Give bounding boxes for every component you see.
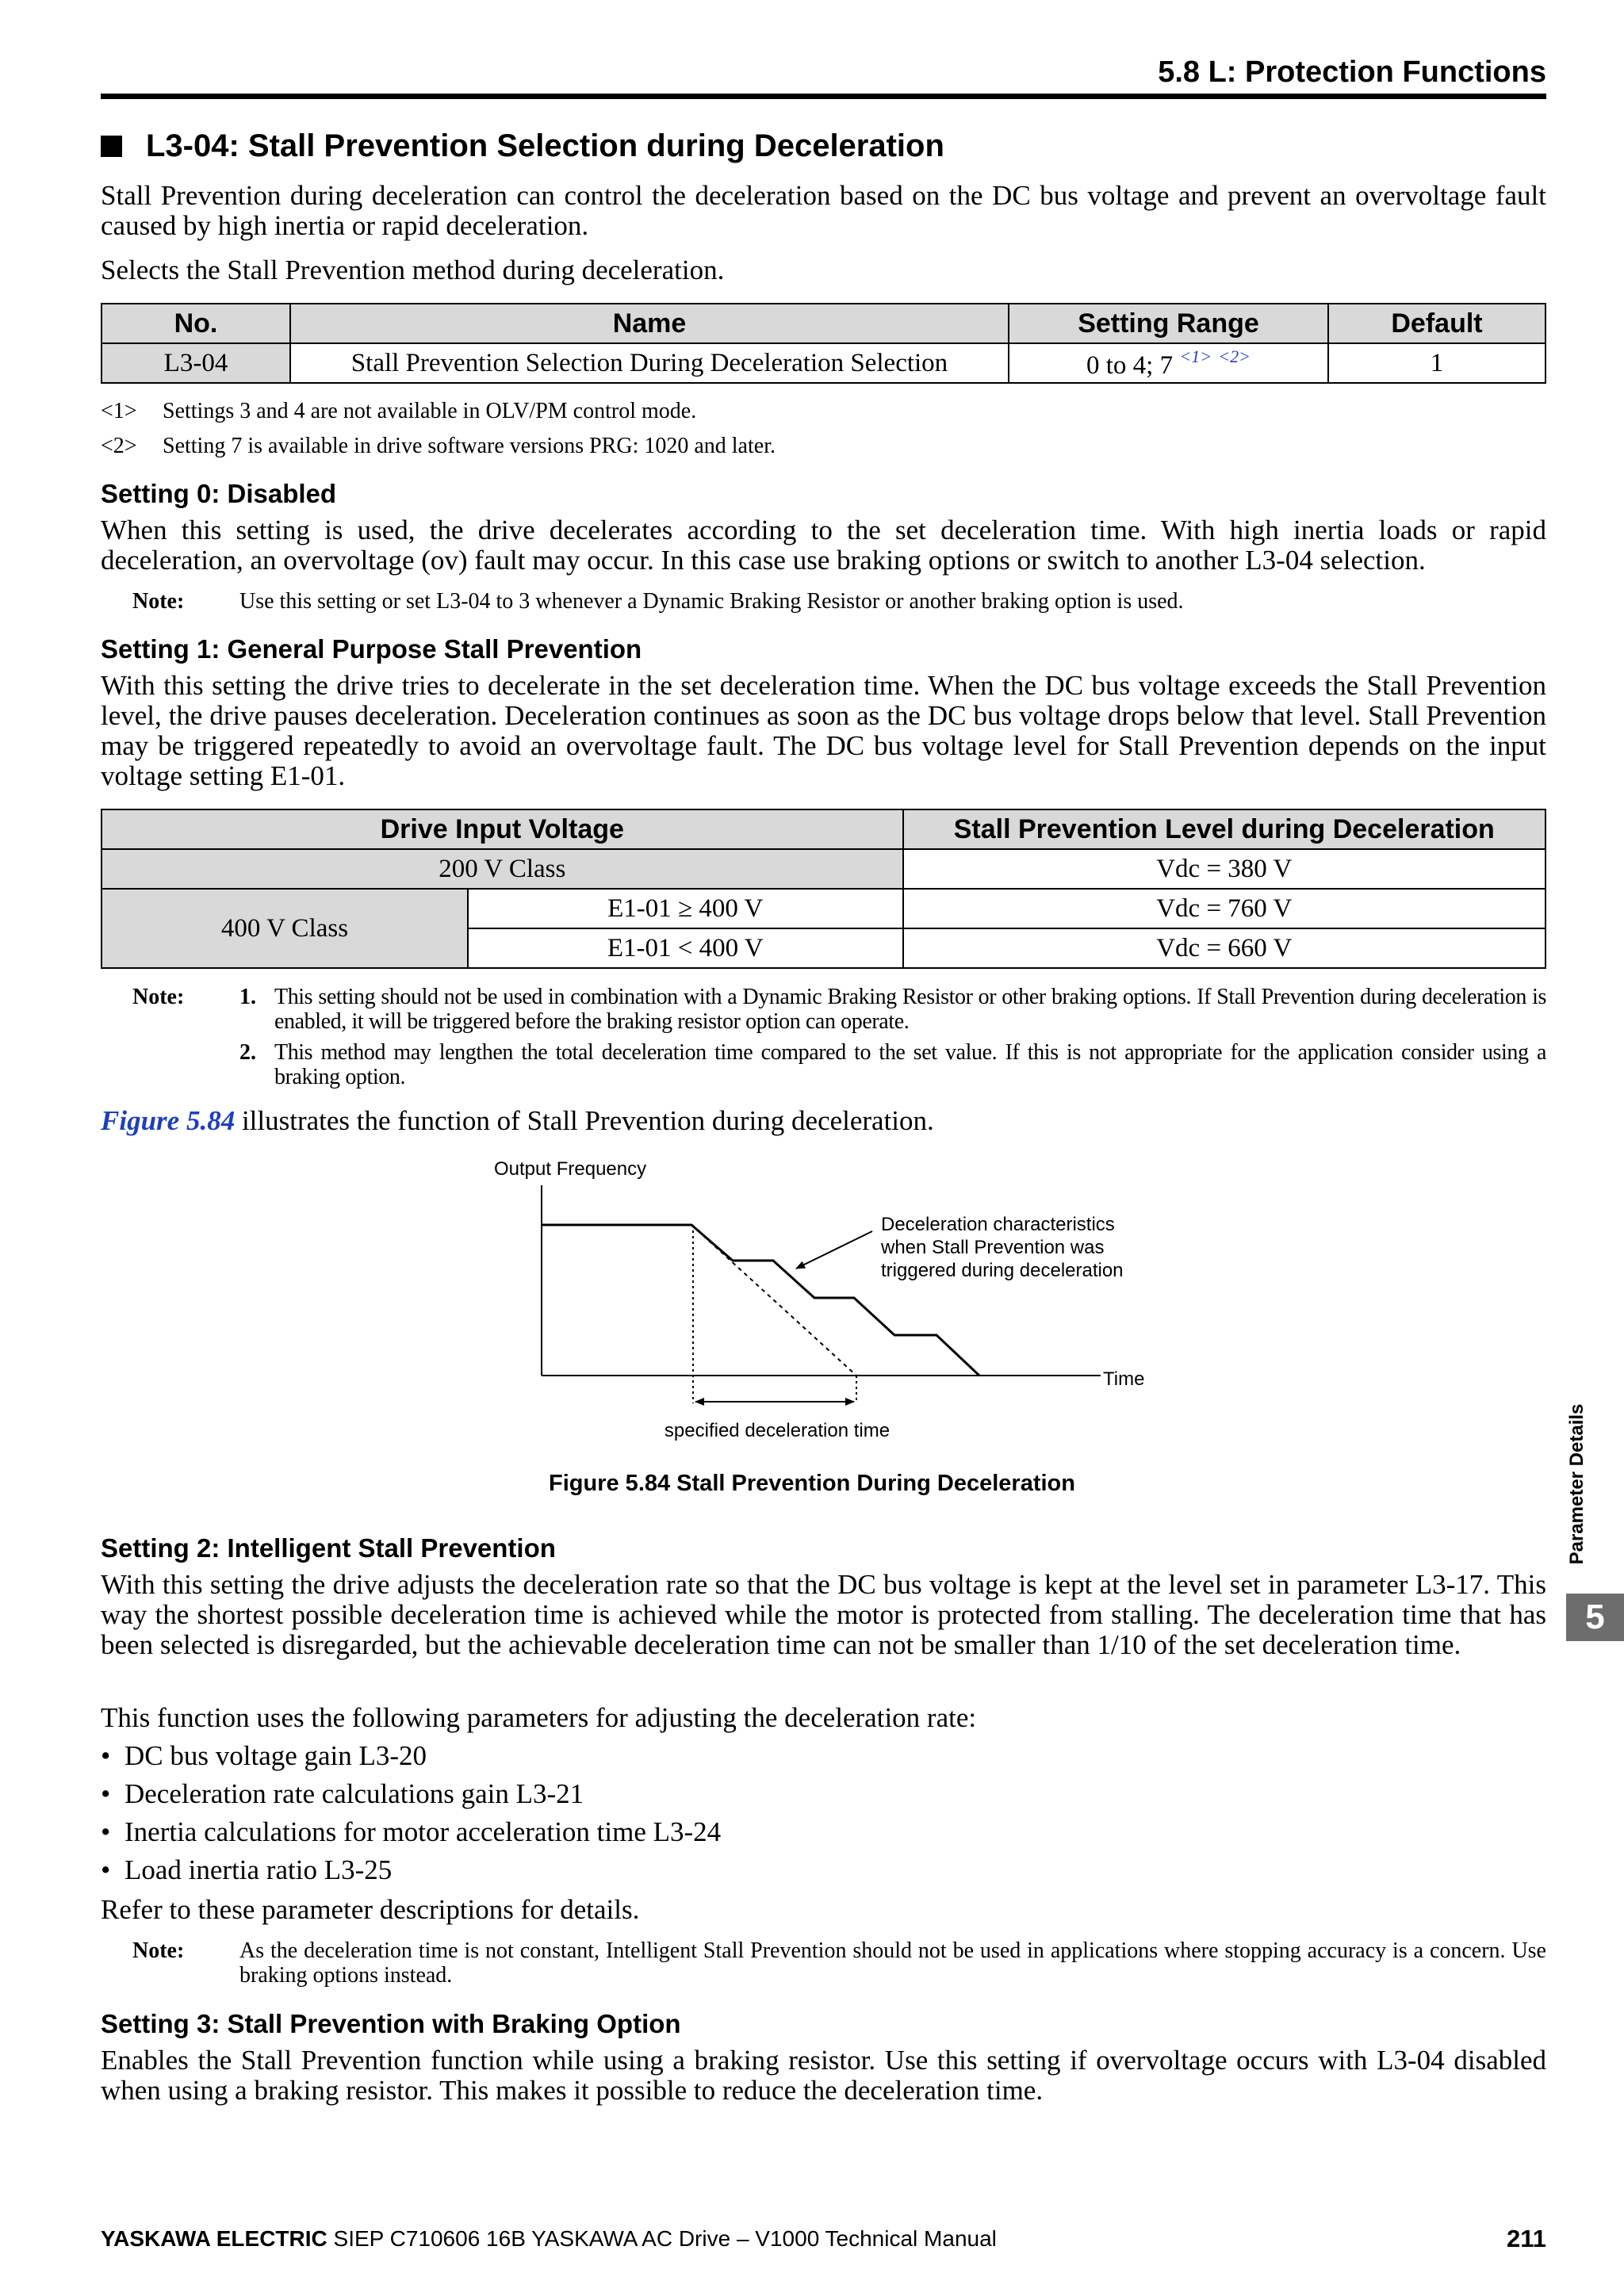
setting-2-text: With this setting the drive adjusts the deceleration rate so that the DC bus voltage is kept at the level set in parameter L3-17. This way the shortest possible deceleration time is achieved while the motor is protected from stalling. The deceleration time that has been selected is disregarded, but the achievable deceleration time can not be smaller than 1/10 of the set deceleration time.: [101, 1569, 1546, 1660]
note-label: Note:: [132, 985, 185, 1009]
footnote-mark: <2>: [101, 434, 137, 458]
note-text: As the deceleration time is not constant, Intelligent Stall Prevention should not be used in applications where stopping accuracy is a concern. Use braking options instead.: [239, 1938, 1546, 1988]
range-value: 0 to 4; 7: [1086, 350, 1174, 380]
note-item-text: This method may lengthen the total deceleration time compared to the set value. If this is not appropriate for the application consider using a braking option.: [274, 1040, 1546, 1089]
figure-link[interactable]: Figure 5.84: [101, 1105, 236, 1136]
note-label: Note:: [132, 1938, 185, 1963]
setting-3-text: Enables the Stall Prevention function while using a braking resistor. Use this setting if overvoltage occurs with L3-04 disabled when using a braking resistor. This makes it possible to reduce the deceleration time.: [101, 2045, 1546, 2106]
list-item: • Deceleration rate calculations gain L3-21: [101, 1775, 721, 1813]
chapter-number-tab: 5: [1566, 1594, 1624, 1641]
col-header-range: Setting Range: [1009, 304, 1328, 343]
note-number: 2.: [239, 1040, 256, 1065]
col-header-default: Default: [1328, 304, 1545, 343]
x-axis-label: Time: [1103, 1368, 1145, 1390]
footnote-ref-2[interactable]: <2>: [1218, 346, 1251, 366]
cell-400v-level-low: Vdc = 660 V: [903, 928, 1545, 968]
setting-0-heading: Setting 0: Disabled: [101, 479, 337, 508]
setting-0-text: When this setting is used, the drive decelerates according to the set deceleration time. With high inertia loads or rapid deceleration, an overvoltage (ov) fault may occur. In this case use braking options or switch to another L3-04 selection.: [101, 515, 1546, 576]
note-text: Use this setting or set L3-04 to 3 whenever a Dynamic Braking Resistor or another braking option is used.: [239, 589, 1184, 614]
footnote-mark: <1>: [101, 399, 137, 423]
annotation-line: when Stall Prevention was: [881, 1237, 1105, 1258]
footer-brand: YASKAWA ELECTRIC: [101, 2226, 327, 2251]
setting-2-heading: Setting 2: Intelligent Stall Prevention: [101, 1533, 556, 1563]
cell-no: L3-04: [102, 343, 290, 383]
parameter-list: [101, 1737, 721, 1889]
annotation-line: Deceleration characteristics: [881, 1214, 1115, 1235]
note-number: 1.: [239, 985, 256, 1009]
span-label: specified deceleration time: [664, 1420, 891, 1441]
footnote-text: Settings 3 and 4 are not available in OLV/PM control mode.: [163, 399, 697, 423]
page-number: 211: [1506, 2225, 1546, 2252]
cell-400v-class: 400 V Class: [102, 889, 468, 968]
list-item: • Inertia calculations for motor acceleration time L3-24: [101, 1813, 721, 1851]
col-header-name: Name: [290, 304, 1009, 343]
figure-caption: Figure 5.84 Stall Prevention During Deceleration: [549, 1471, 1075, 1496]
setting-2-lead: This function uses the following parameters for adjusting the deceleration rate:: [101, 1702, 977, 1733]
cell-name: Stall Prevention Selection During Deceleration Selection: [290, 343, 1009, 383]
col-header-no: No.: [102, 304, 290, 343]
cell-default: 1: [1328, 343, 1545, 383]
setting-2-note: [132, 1938, 1546, 1989]
annotation-line: triggered during deceleration: [881, 1260, 1124, 1281]
side-tab-label: Parameter Details: [1566, 1403, 1588, 1565]
list-item: • Load inertia ratio L3-25: [101, 1851, 721, 1889]
cell-400v-cond-low: E1-01 < 400 V: [468, 928, 903, 968]
intro-selects: Selects the Stall Prevention method during deceleration.: [101, 254, 725, 285]
footer-doc: SIEP C710606 16B YASKAWA AC Drive – V1000 Technical Manual: [327, 2226, 997, 2251]
note-item-text: This setting should not be used in combination with a Dynamic Braking Resistor or other braking options. If Stall Prevention during deceleration is enabled, it will be triggered before the braking resistor option can operate.: [274, 985, 1546, 1034]
cell-400v-cond-high: E1-01 ≥ 400 V: [468, 889, 903, 928]
col-header-stall-level: Stall Prevention Level during Deceleration: [903, 809, 1545, 849]
note-label: Note:: [132, 589, 185, 614]
setting-1-heading: Setting 1: General Purpose Stall Prevention: [101, 634, 642, 664]
setting-1-text: With this setting the drive tries to decelerate in the set deceleration time. When the DC bus voltage exceeds the Stall Prevention level, the drive pauses deceleration. Deceleration continues as soon as the DC bus voltage drops below that level. Stall Prevention may be triggered repeatedly to avoid an overvoltage fault. The DC bus voltage level for Stall Prevention depends on the input voltage setting E1-01.: [101, 670, 1546, 791]
footer-text: [101, 2226, 997, 2252]
setting-3-heading: Setting 3: Stall Prevention with Braking Option: [101, 2009, 681, 2038]
cell-200v-class: 200 V Class: [102, 849, 903, 889]
setting-2-refer: Refer to these parameter descriptions for details.: [101, 1894, 640, 1925]
cell-400v-level-high: Vdc = 760 V: [903, 889, 1545, 928]
figure-intro-text: illustrates the function of Stall Prevention during deceleration.: [235, 1105, 934, 1136]
list-item: • DC bus voltage gain L3-20: [101, 1737, 721, 1775]
col-header-input-voltage: Drive Input Voltage: [102, 809, 903, 849]
page-header: 5.8 L: Protection Functions: [1158, 55, 1546, 89]
footnote-ref-1[interactable]: <1>: [1179, 346, 1212, 366]
section-title-text: L3-04: Stall Prevention Selection during Deceleration: [146, 128, 944, 163]
annotation-arrow: [796, 1231, 872, 1269]
cell-200v-level: Vdc = 380 V: [903, 849, 1545, 889]
intro-paragraph: Stall Prevention during deceleration can control the deceleration based on the DC bus voltage and prevent an overvoltage fault caused by high inertia or rapid deceleration.: [101, 180, 1546, 241]
y-axis-label: Output Frequency: [494, 1158, 647, 1180]
footnote-text: Setting 7 is available in drive software versions PRG: 1020 and later.: [163, 434, 776, 458]
specified-deceleration-line: [691, 1225, 856, 1376]
